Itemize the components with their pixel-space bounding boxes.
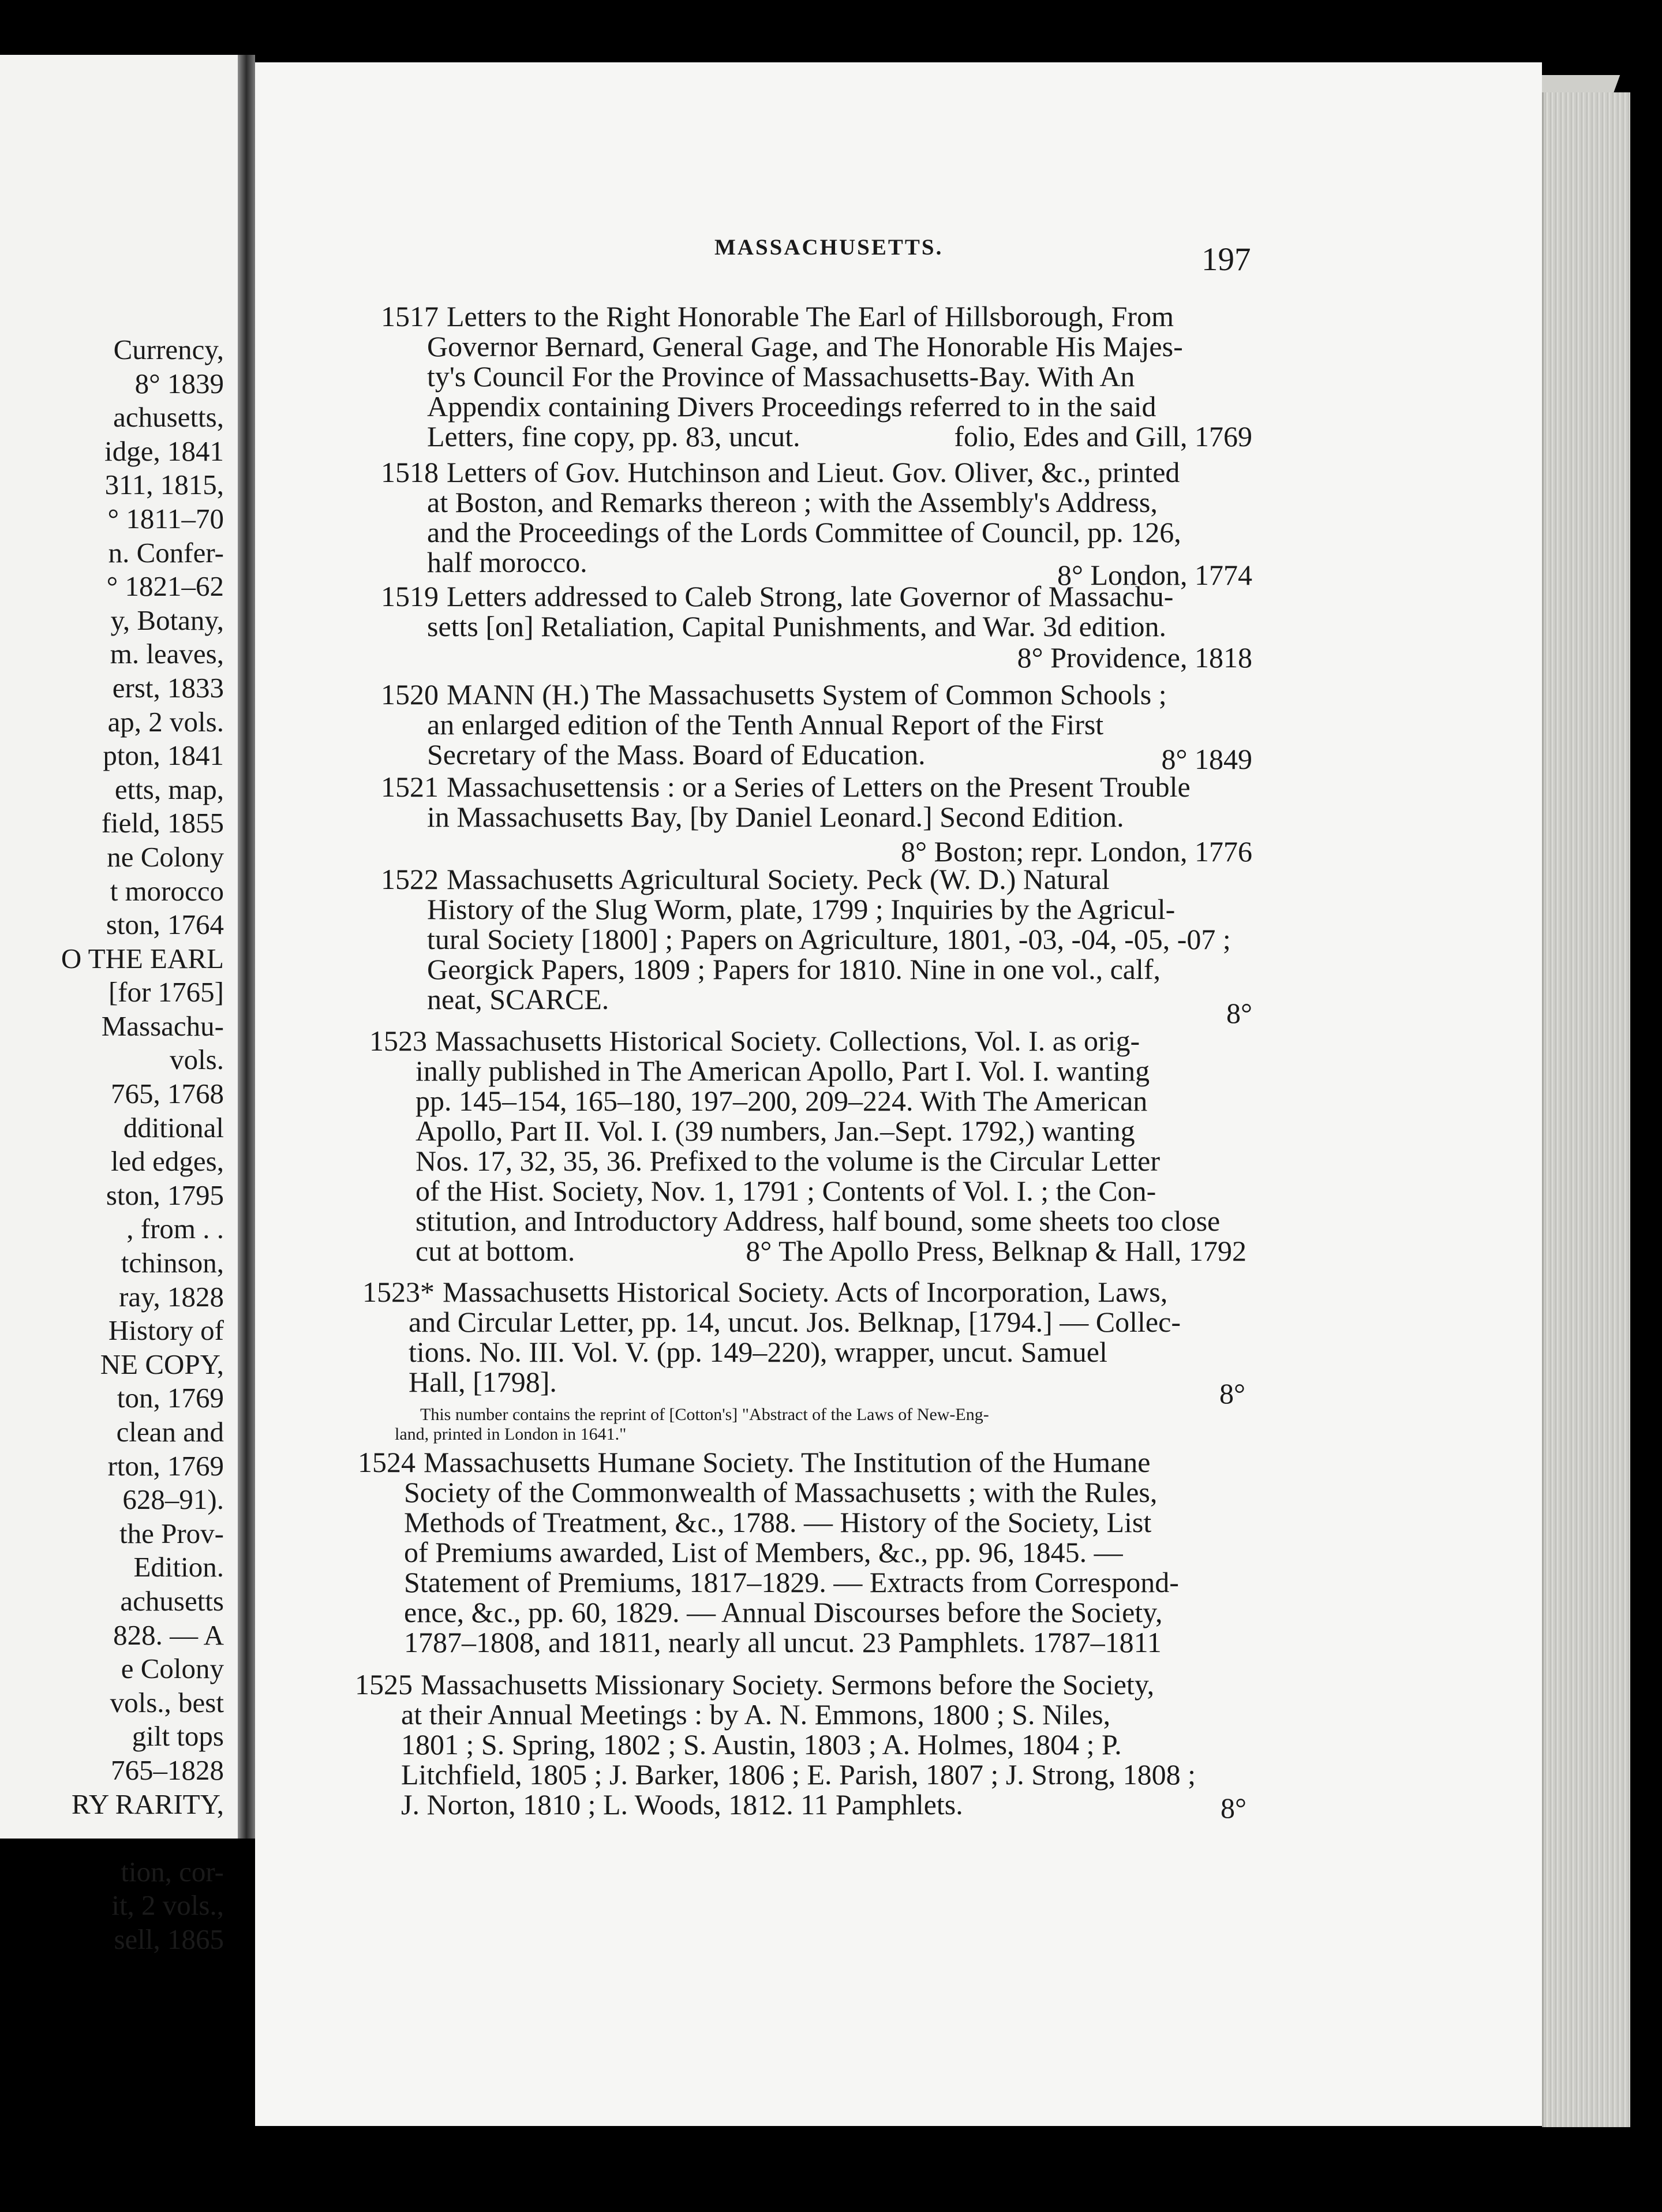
left-page-line: Massachu-	[101, 1010, 224, 1042]
entry-imprint: 8° London, 1774	[1057, 559, 1252, 591]
left-page-line: gilt tops	[132, 1720, 224, 1753]
entry-line: 1519 Letters addressed to Caleb Strong, late Governor of Massachu-	[381, 580, 1174, 612]
left-page-line: achusetts	[120, 1585, 224, 1617]
left-page-line: 311, 1815,	[104, 469, 224, 501]
left-page-line: ston, 1764	[106, 909, 224, 941]
entry-number: 1519	[381, 580, 439, 612]
entry-line: an enlarged edition of the Tenth Annual Report of the First	[427, 708, 1104, 741]
entry-line: setts [on] Retaliation, Capital Punishments, and War. 3d edition.	[427, 610, 1167, 642]
entry-line: 1517 Letters to the Right Honorable The Earl of Hillsborough, From	[381, 300, 1174, 332]
book-gutter	[238, 55, 255, 1839]
entry-line: Letters, fine copy, pp. 83, uncut.	[427, 420, 800, 453]
entry-line: Statement of Premiums, 1817–1829. — Extracts from Correspond-	[404, 1566, 1179, 1598]
entry-note: This number contains the reprint of [Cotton's] "Abstract of the Laws of New-Eng-	[420, 1405, 989, 1424]
entry-line: Nos. 17, 32, 35, 36. Prefixed to the volume is the Circular Letter	[415, 1145, 1161, 1177]
entry-line: Society of the Commonwealth of Massachusetts ; with the Rules,	[404, 1476, 1158, 1508]
left-page-line: tion, cor-	[121, 1855, 224, 1888]
entry-imprint: 8° Boston; repr. London, 1776	[901, 835, 1252, 868]
left-page-line: 765–1828	[111, 1754, 224, 1786]
left-page-line: sell, 1865	[114, 1923, 224, 1955]
entry-line: inally published in The American Apollo, Part I. Vol. I. wanting	[415, 1055, 1150, 1087]
entry-line: Litchfield, 1805 ; J. Barker, 1806 ; E. Parish, 1807 ; J. Strong, 1808 ;	[401, 1758, 1196, 1791]
entry-line: stitution, and Introductory Address, half bound, some sheets too close	[415, 1205, 1221, 1237]
left-page-line: NE COPY,	[100, 1348, 224, 1380]
left-page-line	[0, 1821, 224, 1855]
entry-line: 1521 Massachusettensis : or a Series of Letters on the Present Trouble	[381, 771, 1191, 803]
left-page-line: y, Botany,	[110, 604, 224, 636]
left-page-line: , from . .	[126, 1213, 224, 1245]
left-page-text	[0, 333, 224, 1957]
entry-imprint: 8° Providence, 1818	[1017, 641, 1252, 674]
left-page-line: rton, 1769	[107, 1449, 224, 1482]
left-page-line: Edition.	[133, 1551, 224, 1583]
entry-number: 1525	[355, 1668, 413, 1701]
left-page-line: achusetts,	[113, 401, 224, 434]
left-page-line: it, 2 vols.,	[111, 1889, 224, 1922]
left-page-line: etts, map,	[114, 773, 224, 805]
entry-line: and the Proceedings of the Lords Committee of Council, pp. 126,	[427, 516, 1181, 548]
left-page-line: e Colony	[121, 1653, 224, 1685]
entry-line: neat, SCARCE.	[427, 983, 609, 1015]
entry-line: Secretary of the Mass. Board of Education.	[427, 738, 926, 771]
entry-imprint: 8° 1849	[1161, 743, 1252, 775]
left-page-edge	[0, 55, 240, 1955]
left-page-line: History of	[108, 1314, 224, 1347]
entry-number: 1523	[369, 1025, 427, 1057]
running-head: MASSACHUSETTS.	[714, 235, 944, 260]
entry-line: of the Hist. Society, Nov. 1, 1791 ; Contents of Vol. I. ; the Con-	[415, 1175, 1156, 1207]
left-page-line: dditional	[123, 1111, 224, 1144]
entry-line: tural Society [1800] ; Papers on Agriculture, 1801, -03, -04, -05, -07 ;	[427, 923, 1231, 955]
left-page-line: idge, 1841	[104, 435, 224, 467]
left-page-line: clean and	[116, 1416, 224, 1448]
left-page-line: ne Colony	[107, 840, 224, 873]
left-page-line: erst, 1833	[112, 671, 224, 704]
entry-line: tions. No. III. Vol. V. (pp. 149–220), wrapper, uncut. Samuel	[409, 1336, 1107, 1368]
entry-line: at their Annual Meetings : by A. N. Emmons, 1800 ; S. Niles,	[401, 1698, 1111, 1731]
entry-line: ence, &c., pp. 60, 1829. — Annual Discourses before the Society,	[404, 1596, 1163, 1628]
entry-line: Methods of Treatment, &c., 1788. — History of the Society, List	[404, 1506, 1152, 1538]
left-page-line: RY RARITY,	[71, 1788, 224, 1820]
entry-line: at Boston, and Remarks thereon ; with the Assembly's Address,	[427, 486, 1158, 518]
entry-line: J. Norton, 1810 ; L. Woods, 1812. 11 Pamphlets.	[401, 1788, 963, 1821]
left-page-line: 8° 1839	[134, 367, 224, 399]
left-page-line: tchinson,	[121, 1247, 224, 1279]
entry-number: 1522	[381, 863, 439, 895]
entry-line: Apollo, Part II. Vol. I. (39 numbers, Jan.–Sept. 1792,) wanting	[415, 1115, 1135, 1147]
left-page-line: O THE EARL	[61, 942, 224, 974]
entry-imprint: 8°	[1221, 1792, 1246, 1824]
entry-number: 1524	[358, 1446, 415, 1478]
entry-line: 1523* Massachusetts Historical Society. Acts of Incorporation, Laws,	[362, 1276, 1168, 1308]
entry-imprint: 8°	[1219, 1377, 1245, 1410]
left-page-line: pton, 1841	[103, 739, 224, 772]
entry-line: ty's Council For the Province of Massachusetts-Bay. With An	[427, 360, 1135, 393]
left-page-line: the Prov-	[119, 1517, 224, 1549]
left-page-line: ray, 1828	[119, 1280, 224, 1313]
left-page-line: Currency,	[113, 334, 224, 365]
entry-line: Appendix containing Divers Proceedings referred to in the said	[427, 390, 1156, 423]
entry-number: 1520	[381, 678, 439, 711]
left-page-line: 828. — A	[113, 1619, 224, 1651]
left-page-line: m. leaves,	[110, 638, 224, 670]
entry-imprint: folio, Edes and Gill, 1769	[954, 420, 1252, 453]
book-fore-edge	[1542, 92, 1630, 2127]
left-page-line: ston, 1795	[106, 1179, 224, 1211]
entry-note: land, printed in London in 1641."	[395, 1425, 627, 1444]
entry-line: History of the Slug Worm, plate, 1799 ; Inquiries by the Agricul-	[427, 893, 1176, 925]
entry-line: cut at bottom.	[415, 1235, 575, 1267]
entry-line: Governor Bernard, General Gage, and The Honorable His Majes-	[427, 330, 1183, 363]
left-page-line: t morocco	[110, 875, 224, 907]
left-page-line: led edges,	[111, 1145, 224, 1178]
page-number: 197	[1201, 241, 1251, 278]
entry-number: 1518	[381, 456, 439, 488]
entry-line: 1518 Letters of Gov. Hutchinson and Lieut. Gov. Oliver, &c., printed	[381, 456, 1180, 488]
entry-number: 1517	[381, 300, 439, 332]
entry-number: 1523*	[362, 1276, 435, 1308]
left-page-line: vols., best	[110, 1686, 224, 1718]
entry-line: Hall, [1798].	[409, 1366, 557, 1398]
entry-line: pp. 145–154, 165–180, 197–200, 209–224. With The American	[415, 1085, 1148, 1117]
entry-line: 1522 Massachusetts Agricultural Society. Peck (W. D.) Natural	[381, 863, 1110, 895]
entry-line: half morocco.	[427, 546, 587, 578]
entry-line: Georgick Papers, 1809 ; Papers for 1810. Nine in one vol., calf,	[427, 953, 1161, 985]
left-page-line: vols.	[170, 1044, 224, 1076]
entry-line: of Premiums awarded, List of Members, &c., pp. 96, 1845. —	[404, 1536, 1123, 1568]
entry-line: 1525 Massachusetts Missionary Society. Sermons before the Society,	[355, 1668, 1155, 1701]
entry-line: in Massachusetts Bay, [by Daniel Leonard.] Second Edition.	[427, 801, 1124, 833]
left-page-line: 765, 1768	[111, 1078, 224, 1110]
entry-line: 1523 Massachusetts Historical Society. Collections, Vol. I. as orig-	[369, 1025, 1140, 1057]
entry-imprint: 8° The Apollo Press, Belknap & Hall, 1792	[746, 1235, 1246, 1267]
entry-line: 1787–1808, and 1811, nearly all uncut. 23 Pamphlets. 1787–1811	[404, 1626, 1162, 1658]
left-page-line: [for 1765]	[108, 976, 224, 1008]
entry-line: and Circular Letter, pp. 14, uncut. Jos. Belknap, [1794.] — Collec-	[409, 1306, 1181, 1338]
entry-number: 1521	[381, 771, 439, 803]
left-page-line: n. Confer-	[108, 536, 224, 569]
left-page-line: ton, 1769	[117, 1382, 224, 1414]
entry-line: 1801 ; S. Spring, 1802 ; S. Austin, 1803 ; A. Holmes, 1804 ; P.	[401, 1728, 1122, 1761]
left-page-line: ° 1811–70	[107, 502, 224, 535]
entry-line: 1524 Massachusetts Humane Society. The Institution of the Humane	[358, 1446, 1151, 1478]
left-page-line: field, 1855	[101, 807, 224, 839]
entry-imprint: 8°	[1226, 997, 1252, 1029]
left-page-line: 628–91).	[122, 1484, 224, 1516]
left-page-line: ap, 2 vols.	[107, 705, 224, 738]
left-page-line: ° 1821–62	[106, 570, 224, 603]
entry-line: 1520 MANN (H.) The Massachusetts System of Common Schools ;	[381, 678, 1167, 711]
